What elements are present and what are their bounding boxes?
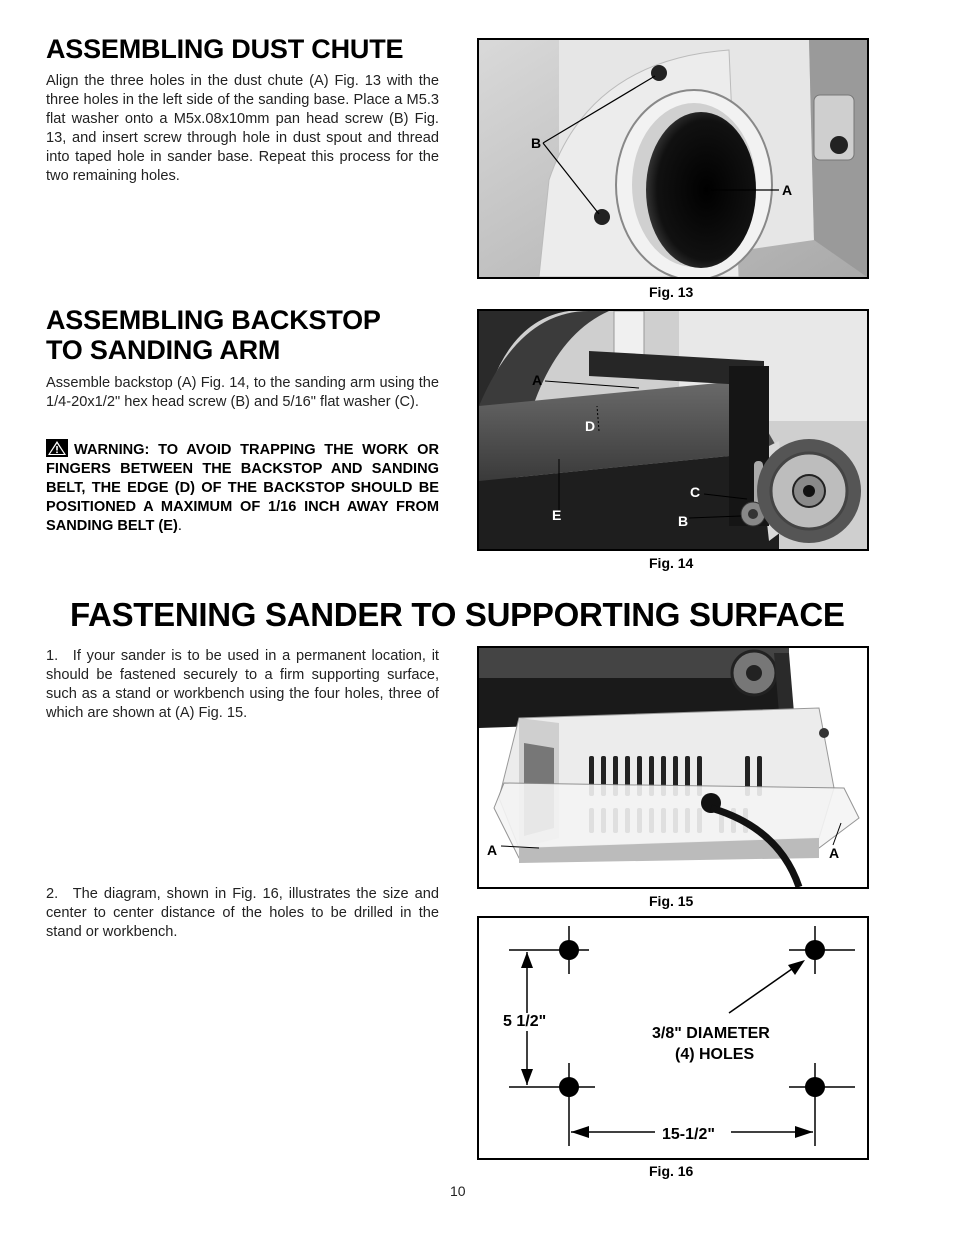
fig13-label-b: B	[531, 135, 542, 151]
backstop-warning	[46, 439, 439, 536]
figure-13-photo	[479, 40, 867, 277]
fig14-label-a: A	[532, 372, 543, 388]
fig16-note-line1: 3/8" DIAMETER	[652, 1025, 770, 1042]
hole-bottom-right	[805, 1077, 825, 1097]
hole-top-right	[805, 940, 825, 960]
fastening-step-1: 1. If your sander is to be used in a permanent location, it should be fastened securely to a firm supporting surface, such as a stand or workbench using the four holes, three of which are shown at (A) Fig. 15.	[46, 648, 439, 721]
warning-text: WARNING: TO AVOID TRAPPING THE WORK OR FINGERS BETWEEN THE BACKSTOP AND SANDING BELT, THE EDGE (D) OF THE BACKSTOP SHOULD BE POSITIONED A MAXIMUM OF 1/16 INCH AWAY FROM SANDING BELT (E)	[46, 442, 439, 534]
fig14-caption: Fig. 14	[649, 555, 694, 571]
figure-13	[477, 38, 869, 279]
warning-icon	[46, 439, 68, 457]
fig16-vertical-dim: 5 1/2"	[503, 1013, 547, 1030]
heading-backstop	[46, 305, 381, 365]
fastening-step-2: 2. The diagram, shown in Fig. 16, illustrates the size and center to center distance of the holes to be drilled in the stand or workbench.	[46, 886, 439, 940]
fig13-caption: Fig. 13	[649, 284, 694, 300]
fig16-caption: Fig. 16	[649, 1163, 694, 1179]
figure-16	[477, 916, 869, 1160]
warning-period: .	[177, 518, 182, 534]
fig14-label-d: D	[585, 418, 596, 434]
fig13-label-a: A	[782, 182, 793, 198]
fig16-horizontal-dim: 15-1/2"	[662, 1126, 715, 1143]
heading-dust-chute: ASSEMBLING DUST CHUTE	[46, 34, 404, 64]
fig14-label-c: C	[690, 484, 701, 500]
hole-top-left	[559, 940, 579, 960]
backstop-paragraph: Assemble backstop (A) Fig. 14, to the sanding arm using the 1/4-20x1/2" hex head screw (B) and 5/16" flat washer (C).	[46, 375, 439, 410]
figure-14	[477, 309, 869, 551]
fig15-label-a-right: A	[829, 845, 840, 861]
page-number: 10	[450, 1183, 466, 1199]
figure-15-photo	[479, 648, 867, 887]
heading-backstop-line1: ASSEMBLING BACKSTOP	[46, 305, 381, 335]
figure-16-diagram	[479, 918, 867, 1158]
fig14-label-b: B	[678, 513, 689, 529]
figure-14-photo	[479, 311, 867, 549]
heading-backstop-line2: TO SANDING ARM	[46, 335, 281, 365]
fig15-label-a-left: A	[487, 842, 498, 858]
fig16-note-line2: (4) HOLES	[675, 1046, 755, 1063]
fig14-label-e: E	[552, 507, 562, 523]
hole-bottom-left	[559, 1077, 579, 1097]
fig15-caption: Fig. 15	[649, 893, 694, 909]
heading-fastening: FASTENING SANDER TO SUPPORTING SURFACE	[70, 596, 845, 633]
dust-chute-paragraph: Align the three holes in the dust chute (A) Fig. 13 with the three holes in the left side of the sanding base. Place a M5.3 flat washer onto a M5x.08x10mm pan head screw (B) Fig. 13, and insert screw through hole in dust spout and thread into taped hole in sander base. Repeat this process for the two remaining holes.	[46, 73, 439, 184]
figure-15	[477, 646, 869, 889]
